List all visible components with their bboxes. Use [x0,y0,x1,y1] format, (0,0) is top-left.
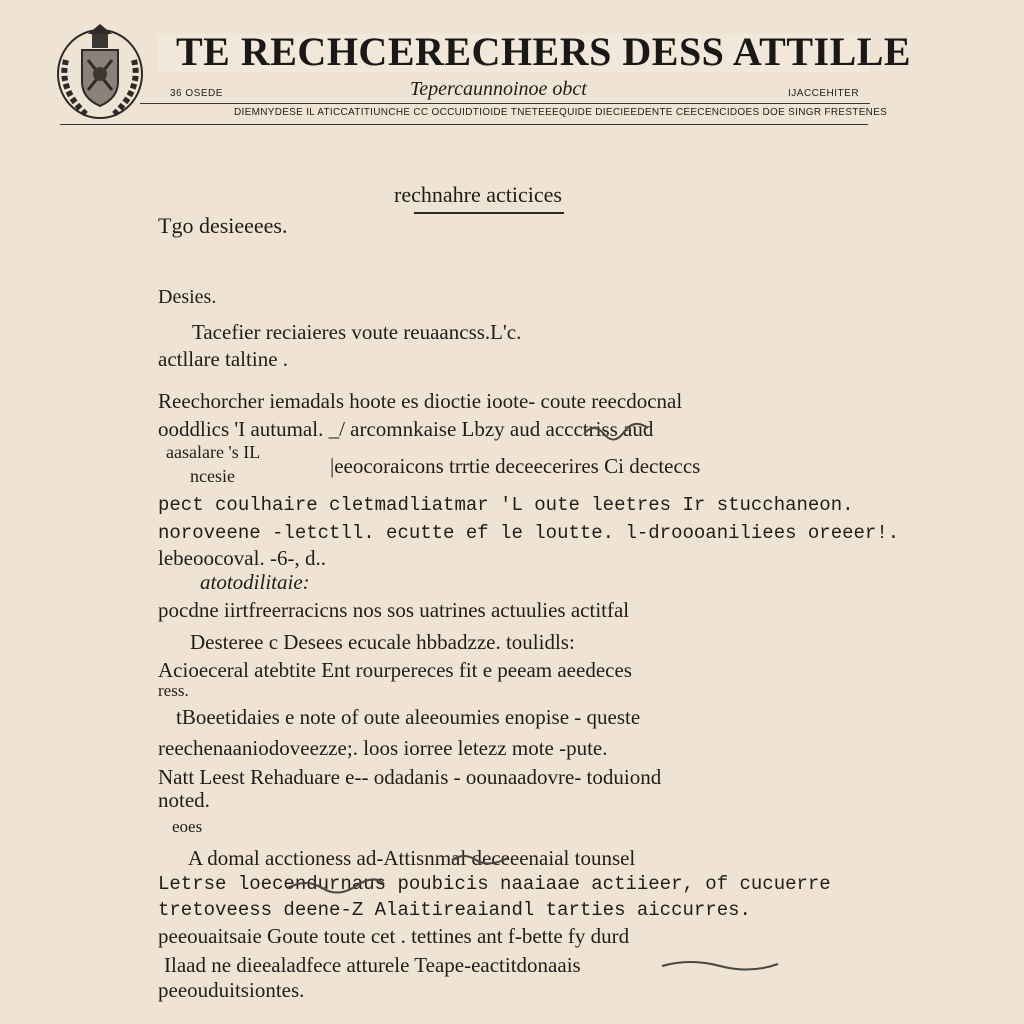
masthead-tagline: Tepercaunnoinoe obct [410,78,587,100]
body-line: Tacefier reciaieres voute reuaancss.L'c. [192,320,522,344]
body-line: tretoveess deene-Z Alaitireaiandl tarties aiccurres. [158,899,751,921]
handwritten-scribble [660,956,780,972]
body-line: Natt Leest Rehaduare e-- odadanis - oounaadovre- toduiond [158,765,662,789]
body-line: tBoeetidaies e note of oute aleeoumies enopise - queste [176,705,641,729]
body-line: actllare taltine . [158,347,289,371]
body-line: lebeoocoval. -6-, d.. [158,546,326,570]
body-line: Desteree c Desees ecucale hbbadzze. toulidls: [190,630,575,654]
body-line: atotodilitaie: [200,570,310,594]
body-line: eoes [172,817,203,836]
handwritten-scribble [450,850,510,866]
body-line: reechenaaniodoveezze;. loos iorree letezz mote -pute. [158,736,608,760]
addressee-line: Tgo desieeees. [158,213,288,238]
issue-number-left: 36 OSEDE [170,88,223,99]
body-line: noted. [158,788,210,812]
body-line: |eeocoraicons trrtie deceecerires Ci decteccs [330,454,701,478]
body-line: noroveene -letctll. ecutte ef le loutte. l-droooaniliees oreeer!. [158,522,900,544]
body-line: Acioeceral atebtite Ent rourpereces fit e peeam aeedeces [158,658,632,682]
handwritten-scribble [286,876,386,894]
masthead-divider [140,103,870,104]
masthead-divider [60,124,868,125]
masthead-title: TE RECHCERECHERS DESS ATTILLE [176,29,912,74]
body-line: Reechorcher iemadals hoote es dioctie ioote- coute reecdocnal [158,389,683,413]
body-line: ooddlics 'I autumal. _/ arcomnkaise Lbzy aud accctriss aud [158,417,654,441]
body-line: peeouduitsiontes. [158,978,305,1002]
body-line: pect coulhaire cletmadliatmar 'L oute leetres Ir stucchaneon. [158,494,854,516]
body-line: ncesie [190,466,235,486]
body-line: Letrse loecendurnaus poubicis naaiaae actiieer, of cucuerre [158,873,831,895]
handwritten-scribble [582,420,652,442]
body-line: Ilaad ne dieealadfece atturele Teape-eactitdonaais [164,953,581,977]
body-line: aasalare 's IL [166,442,261,462]
body-line: ress. [158,681,189,700]
body-line: peeouaitsaie Goute toute cet . tettines ant f-bette fy durd [158,924,630,948]
body-line: pocdne iirtfreerracicns nos sos uatrines actuulies actitfal [158,598,630,622]
body-line: A domal acctioness ad-Attisnmal deceeenaial tounsel [188,846,636,870]
section-heading: rechnahre acticices [394,182,562,207]
coat-of-arms-emblem [48,20,152,124]
heading-underline [414,212,564,214]
salutation: Desies. [158,286,217,308]
issue-number-right: IJACCEHITER [788,88,860,99]
masthead-subtitle: DIEMNYDESE IL ATICCATITIUNCHE CC OCCUIDTIOIDE TNETEEEQUIDE DIECIEEDENTE CEECENCIDOES DOE SINGR FRESTENES [234,107,888,118]
